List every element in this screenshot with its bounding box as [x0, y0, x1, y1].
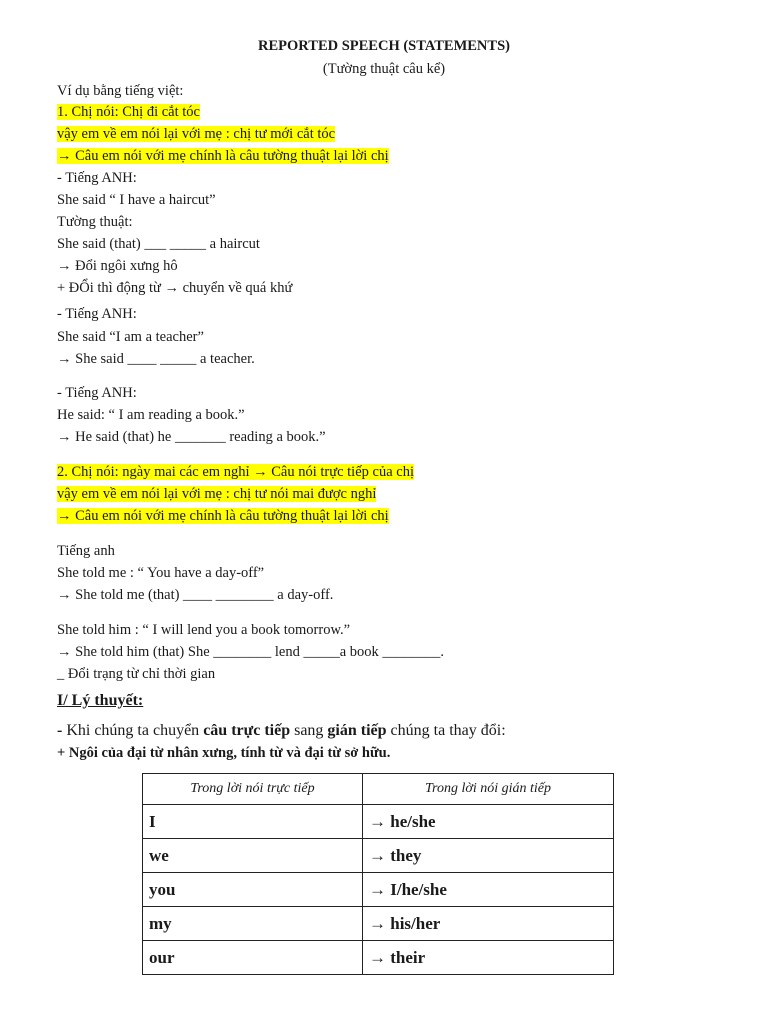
table-row [143, 907, 614, 941]
table-header-cell: Trong lời nói trực tiếp [143, 774, 363, 805]
text-line: _ Đổi trạng từ chỉ thời gian [57, 666, 216, 682]
text-line: + ĐỔi thì động từ → chuyển về quá khứ [57, 280, 293, 296]
table-row [143, 805, 614, 839]
document-subtitle: (Tường thuật câu kể) [322, 61, 446, 77]
table-cell: my [143, 907, 363, 941]
pronoun-table [142, 773, 614, 975]
text-line: She said (that) ___ _____ a haircut [57, 236, 260, 252]
table-cell: I [143, 805, 363, 839]
text-line: → He said (that) he _______ reading a book.” [57, 429, 326, 445]
theory-paragraph: - Khi chúng ta chuyển câu trực tiếp sang gián tiếp chúng ta thay đổi: [57, 722, 506, 739]
text-line: → She told me (that) ____ ________ a day-off. [57, 587, 334, 603]
table-cell: → their [363, 941, 614, 975]
highlighted-line: 1. Chị nói: Chị đi cắt tóc [57, 104, 200, 120]
table-cell: you [143, 873, 363, 907]
section-heading: I/ Lý thuyết: [57, 692, 144, 709]
text-line: Ví dụ bằng tiếng việt: [57, 83, 184, 99]
text-line: Tiếng anh [57, 543, 115, 559]
table-cell: we [143, 839, 363, 873]
text-line: → She said ____ _____ a teacher. [57, 351, 255, 367]
text-line: - Tiếng ANH: [57, 385, 137, 401]
text-line: - Tiếng ANH: [57, 306, 137, 322]
highlighted-line: 2. Chị nói: ngày mai các em nghỉ → Câu nói trực tiếp của chị [57, 464, 414, 480]
text-line: She told me : “ You have a day-off” [57, 565, 265, 581]
text-line: Tường thuật: [57, 214, 133, 230]
text-line: She said “I am a teacher” [57, 329, 204, 345]
table-header-cell: Trong lời nói gián tiếp [363, 774, 614, 805]
highlighted-line: → Câu em nói với mẹ chính là câu tường thuật lại lời chị [57, 508, 389, 524]
highlighted-line: vậy em về em nói lại với mẹ : chị tư mới cắt tóc [57, 126, 336, 142]
theory-point: + Ngôi của đại từ nhân xưng, tính từ và đại từ sở hữu. [57, 745, 391, 761]
table-cell: → his/her [363, 907, 614, 941]
highlighted-line: → Câu em nói với mẹ chính là câu tường thuật lại lời chị [57, 148, 389, 164]
text-line: She said “ I have a haircut” [57, 192, 216, 208]
document-title: REPORTED SPEECH (STATEMENTS) [258, 38, 510, 54]
table-cell: our [143, 941, 363, 975]
table-row [143, 839, 614, 873]
text-line: - Tiếng ANH: [57, 170, 137, 186]
text-line: She told him : “ I will lend you a book tomorrow.” [57, 622, 351, 638]
table-cell: → I/he/she [363, 873, 614, 907]
table-cell: → he/she [363, 805, 614, 839]
text-line: He said: “ I am reading a book.” [57, 407, 245, 423]
highlighted-line: vậy em về em nói lại với mẹ : chị tư nói mai được nghỉ [57, 486, 377, 502]
text-line: → Đổi ngôi xưng hô [57, 258, 178, 274]
table-cell: → they [363, 839, 614, 873]
table-row [143, 941, 614, 975]
text-line: → She told him (that) She ________ lend _____a book ________. [57, 644, 445, 660]
table-row [143, 873, 614, 907]
table-header-row [143, 774, 614, 805]
